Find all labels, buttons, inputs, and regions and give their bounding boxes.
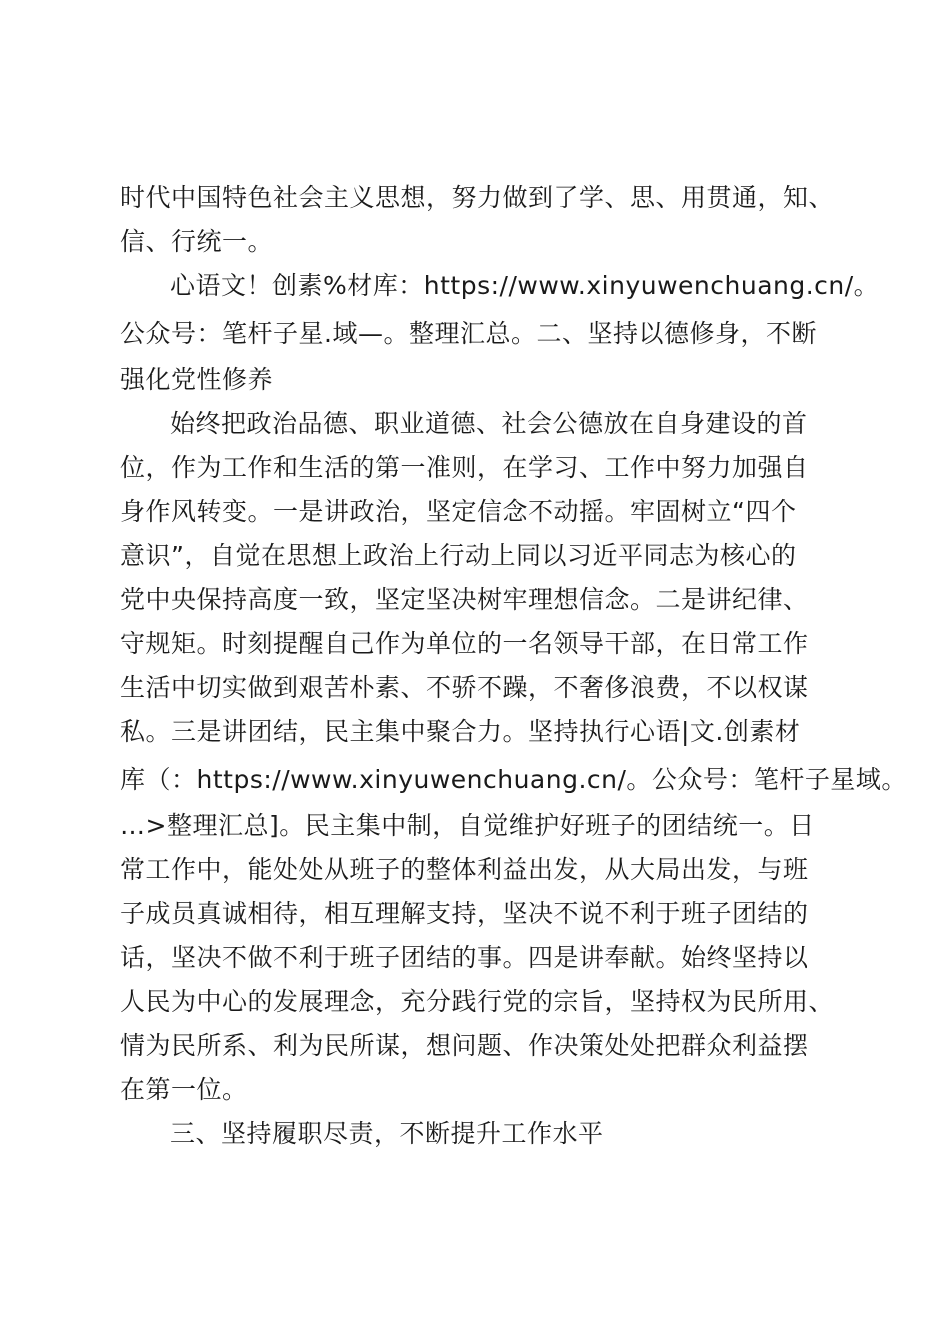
- text-line: 党中央保持高度一致，坚定坚决树牢理想信念。二是讲纪律、: [120, 585, 809, 614]
- text-line: 意识”，自觉在思想上政治上行动上同以习近平同志为核心的: [120, 541, 797, 570]
- text-line: 子成员真诚相待，相互理解支持，坚决不说不利于班子团结的: [120, 899, 809, 928]
- text-line: 时代中国特色社会主义思想，努力做到了学、思、用贯通，知、: [120, 183, 835, 212]
- text-line: 情为民所系、利为民所谋，想问题、作决策处处把群众利益摆: [120, 1031, 809, 1060]
- text-line: 信、行统一。: [120, 227, 274, 256]
- section-heading: 三、坚持履职尽责，不断提升工作水平: [170, 1119, 604, 1148]
- text-line: 生活中切实做到艰苦朴素、不骄不躁，不奢侈浪费，不以权谋: [120, 673, 809, 702]
- text-line: 始终把政治品德、职业道德、社会公德放在自身建设的首: [170, 409, 808, 438]
- text-line: 守规矩。时刻提醒自己作为单位的一名领导干部，在日常工作: [120, 629, 809, 658]
- text-line: 心语文！创素%材库：https://www.xinyuwenchuang.cn/。: [170, 271, 880, 300]
- text-line: 库（：https://www.xinyuwenchuang.cn/。公众号：笔杆子星域。: [120, 765, 907, 794]
- text-line: 人民为中心的发展理念，充分践行党的宗旨，坚持权为民所用、: [120, 987, 835, 1016]
- text-line: 身作风转变。一是讲政治，坚定信念不动摇。牢固树立“四个: [120, 497, 797, 526]
- text-line: 公众号：笔杆子星.域—。整理汇总。二、坚持以德修身，不断: [120, 319, 817, 348]
- text-line: 位，作为工作和生活的第一准则，在学习、工作中努力加强自: [120, 453, 809, 482]
- text-line: …>整理汇总]。民主集中制，自觉维护好班子的团结统一。日: [120, 811, 815, 840]
- text-line: 私。三是讲团结，民主集中聚合力。坚持执行心语|文.创素材: [120, 717, 801, 746]
- text-line: 在第一位。: [120, 1075, 248, 1104]
- text-line: 常工作中，能处处从班子的整体利益出发，从大局出发，与班: [120, 855, 809, 884]
- text-line: 强化党性修养: [120, 365, 274, 394]
- text-line: 话，坚决不做不利于班子团结的事。四是讲奉献。始终坚持以: [120, 943, 809, 972]
